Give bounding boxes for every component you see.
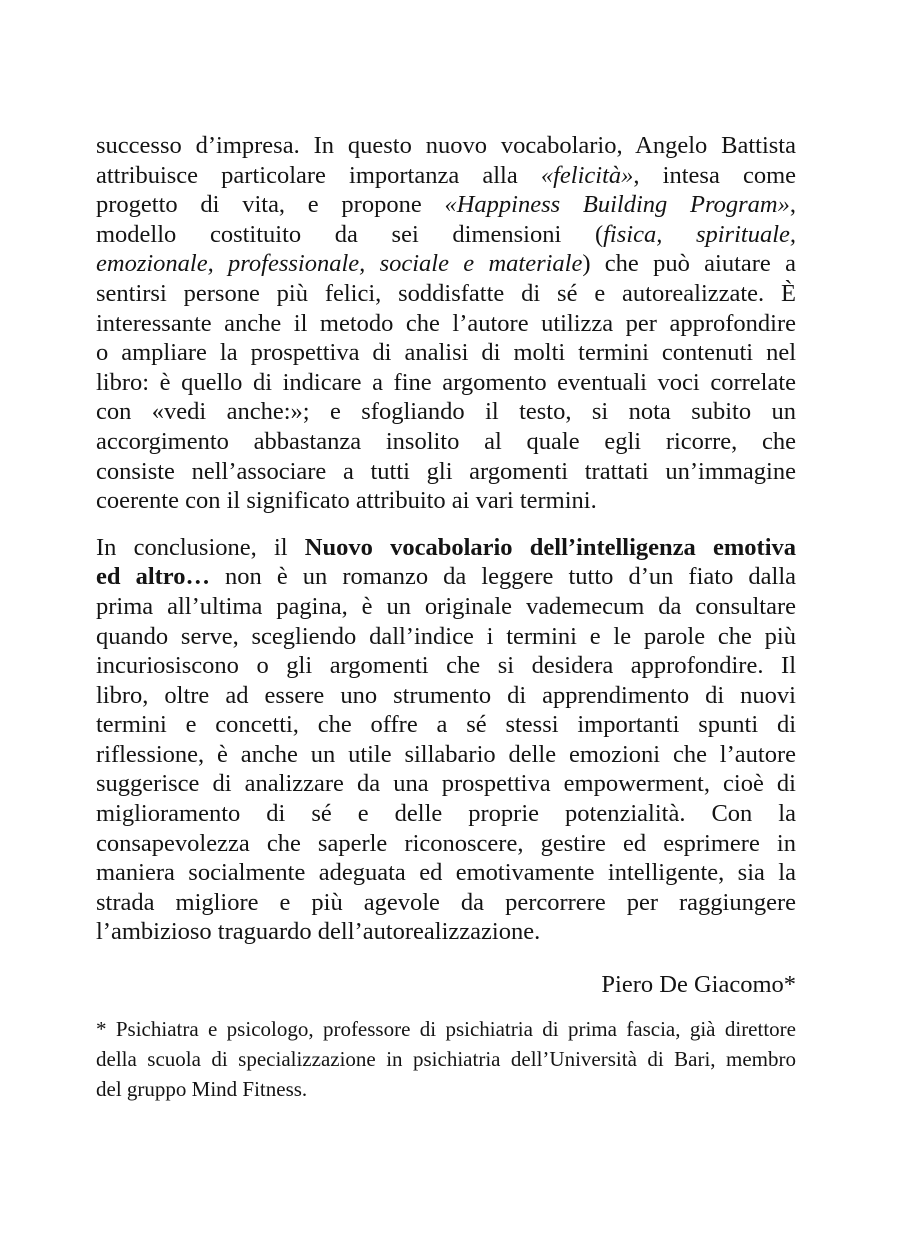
text-run: con «vedi anche:»; e sfogliando il testo, si nota subito un	[96, 398, 796, 426]
italic-run: emozionale, professionale, sociale e materiale	[96, 250, 583, 278]
text-run: incuriosiscono o gli argomenti che si desidera approfondire. Il	[96, 652, 796, 680]
paragraph-2	[96, 533, 796, 947]
text-run: ) che può aiutare a	[582, 250, 796, 278]
text-run: ,	[789, 191, 796, 219]
text-line	[96, 190, 796, 220]
text-run: * Psichiatra e psicologo, professore di psichiatria di prima fascia, già direttore	[96, 1016, 796, 1041]
text-run: interessante anche il metodo che l’autore utilizza per approfondire	[96, 309, 796, 337]
text-run: suggerisce di analizzare da una prospettiva empowerment, cioè di	[96, 770, 796, 798]
body-text	[96, 131, 796, 947]
text-line	[96, 397, 796, 427]
text-line	[96, 829, 796, 859]
text-line	[96, 888, 796, 918]
text-run: libro: è quello di indicare a fine argomento eventuali voci correlate	[96, 368, 796, 396]
text-run: , intesa come	[633, 161, 797, 189]
text-run: l’ambizioso traguardo dell’autorealizzazione.	[96, 918, 541, 946]
text-line	[96, 1014, 796, 1044]
text-run: consapevolezza che saperle riconoscere, gestire ed esprimere in	[96, 829, 796, 857]
text-run: coerente con il significato attribuito ai vari termini.	[96, 487, 597, 515]
text-line	[96, 592, 796, 622]
text-line	[96, 457, 796, 487]
text-run: della scuola di specializzazione in psichiatria dell’Università di Bari, membro	[96, 1046, 796, 1071]
text-line	[96, 681, 796, 711]
text-run: o ampliare la prospettiva di analisi di molti termini contenuti nel	[96, 339, 796, 367]
text-run: non è un romanzo da leggere tutto d’un fiato dalla	[209, 563, 796, 591]
text-column	[96, 131, 796, 1104]
text-line	[96, 368, 796, 398]
text-line	[96, 917, 796, 947]
text-run: miglioramento di sé e delle proprie potenzialità. Con la	[96, 800, 796, 828]
text-run: successo d’impresa. In questo nuovo vocabolario, Angelo Battista	[96, 132, 796, 159]
text-line	[96, 858, 796, 888]
italic-run: «Happiness Building Program»	[444, 191, 790, 219]
text-run: quando serve, scegliendo dall’indice i termini e le parole che più	[96, 622, 796, 650]
text-run: libro, oltre ad essere uno strumento di apprendimento di nuovi	[96, 681, 796, 709]
text-line	[96, 740, 796, 770]
text-line	[96, 131, 796, 161]
text-run: riflessione, è anche un utile sillabario delle emozioni che l’autore	[96, 740, 796, 768]
text-run: attribuisce particolare importanza alla	[96, 161, 541, 189]
text-run: strada migliore e più agevole da percorrere per raggiungere	[96, 888, 796, 916]
bold-run: ed altro…	[96, 563, 210, 591]
text-line	[96, 279, 796, 309]
bold-run: Nuovo vocabolario dell’intelligenza emotiva	[304, 533, 797, 561]
text-run: del gruppo Mind Fitness.	[96, 1076, 308, 1101]
text-line	[96, 799, 796, 829]
text-run: In conclusione, il	[96, 533, 305, 561]
text-run: modello costituito da sei dimensioni (	[96, 220, 604, 248]
text-run: consiste nell’associare a tutti gli argomenti trattati un’immagine	[96, 457, 796, 485]
text-line	[96, 486, 796, 516]
text-line	[96, 1074, 796, 1104]
text-line	[96, 562, 796, 592]
text-line	[96, 1044, 796, 1074]
text-run: sentirsi persone più felici, soddisfatte di sé e autorealizzate. È	[96, 279, 796, 307]
italic-run: fisica, spirituale,	[603, 220, 797, 248]
text-run: accorgimento abbastanza insolito al quale egli ricorre, che	[96, 427, 796, 455]
text-line	[96, 651, 796, 681]
text-run: maniera socialmente adeguata ed emotivamente intelligente, sia la	[96, 859, 796, 887]
italic-run: «felicità»	[540, 161, 634, 189]
text-line	[96, 622, 796, 652]
text-line	[96, 769, 796, 799]
text-run: termini e concetti, che offre a sé stessi importanti spunti di	[96, 711, 796, 739]
signature: Piero De Giacomo*	[601, 971, 796, 999]
text-line	[96, 710, 796, 740]
text-line	[96, 309, 796, 339]
footnote	[96, 1014, 796, 1104]
text-line	[96, 338, 796, 368]
text-run: progetto di vita, e propone	[96, 191, 445, 219]
text-line	[96, 427, 796, 457]
text-line	[96, 533, 796, 563]
text-line	[96, 220, 796, 250]
footnote-area	[96, 1014, 796, 1104]
text-line	[96, 249, 796, 279]
paragraph-1	[96, 131, 796, 516]
text-run: prima all’ultima pagina, è un originale vademecum da consultare	[96, 592, 796, 620]
text-line	[96, 161, 796, 191]
